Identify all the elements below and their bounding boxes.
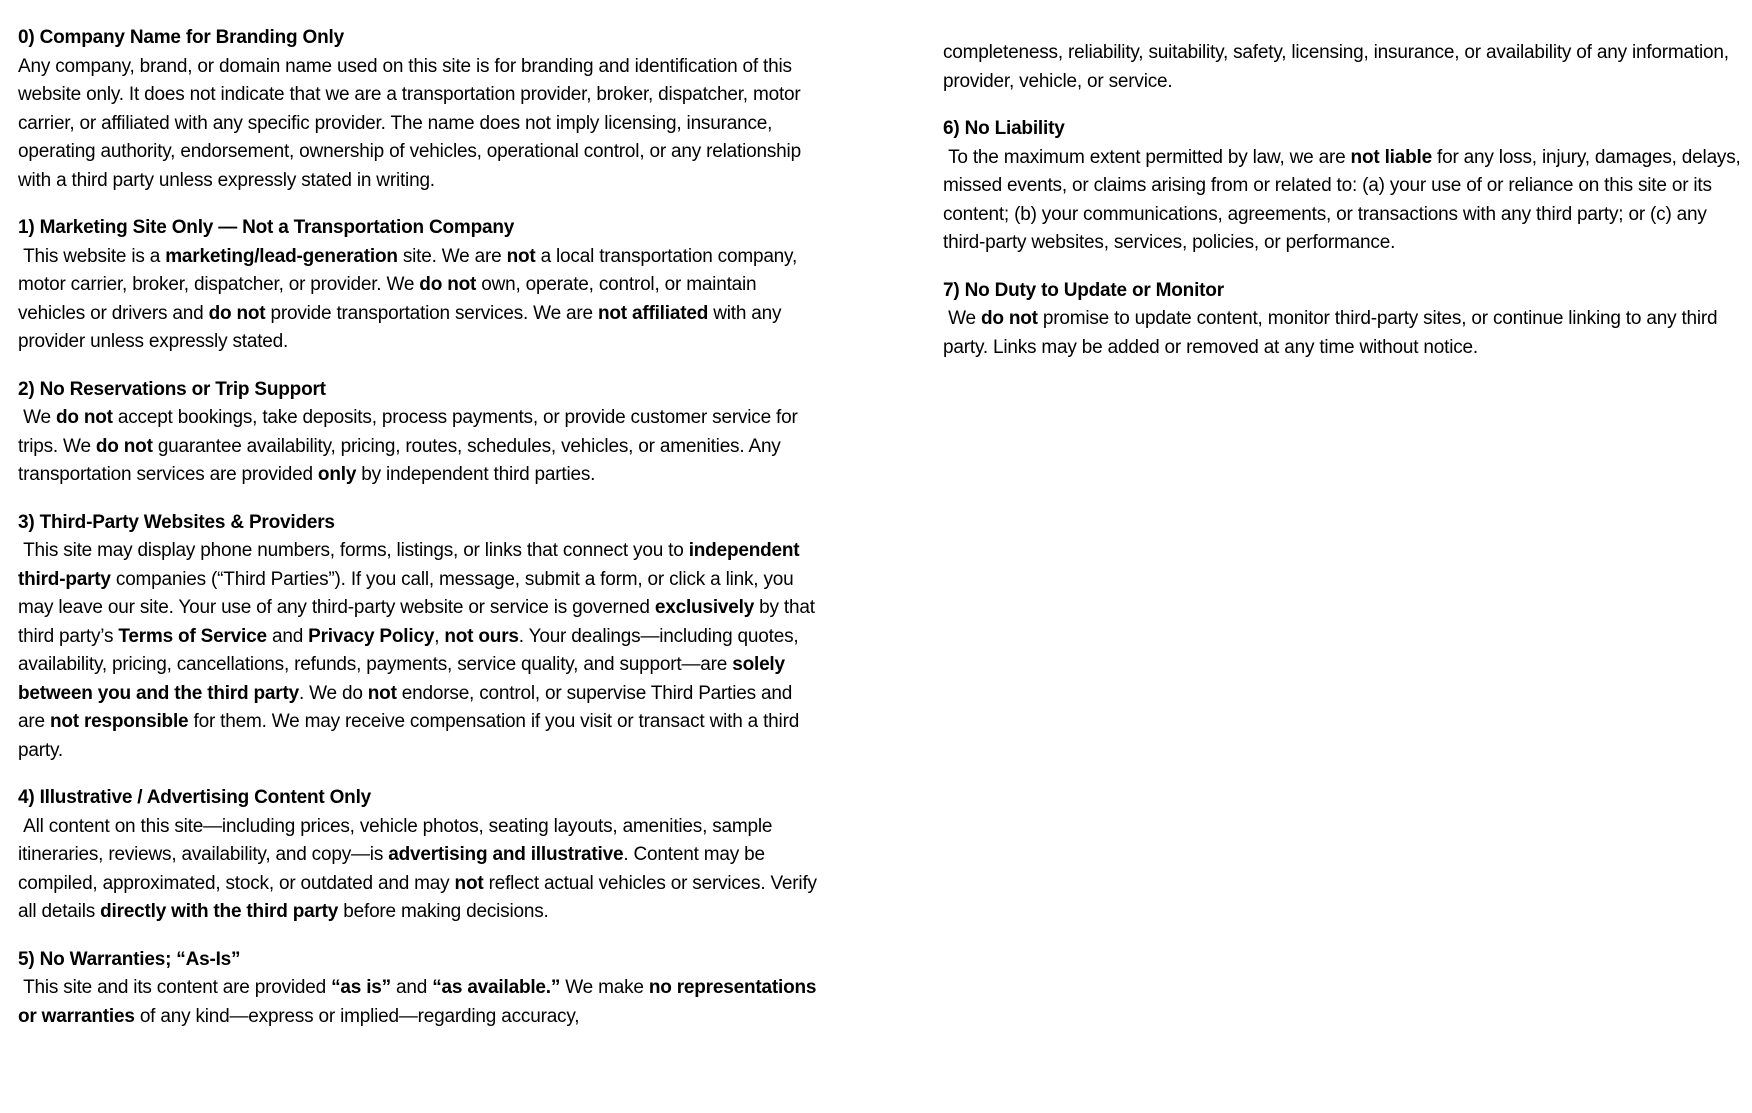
section-6-no-liability-heading: 6) No Liability	[943, 118, 1065, 139]
section-1-marketing-site-heading: 1) Marketing Site Only — Not a Transportation Company	[18, 217, 515, 238]
section-4-illustrative-content	[18, 784, 822, 927]
section-2-no-reservations	[18, 376, 818, 490]
section-3-third-party	[18, 509, 818, 766]
section-5-no-warranties-heading: 5) No Warranties; “As-Is”	[18, 948, 241, 970]
section-7-no-duty-to-update-body: We do not promise to update content, monitor third-party sites, or continue linking to any third party. Links may be added or removed at any time without notice.	[943, 308, 1723, 358]
section-0-company-name-body: Any company, brand, or domain name used on this site is for branding and identification of this website only. It does not indicate that we are a transportation provider, broker, dispatcher, motor carrier, or affiliated with any specific provider. The name does not imply licensing, insurance, operating authority, endorsement, ownership of vehicles, operational control, or any relationship with a third party unless expressly stated in writing.	[18, 55, 807, 191]
section-0-company-name	[18, 24, 818, 195]
section-0-company-name-heading: 0) Company Name for Branding Only	[18, 27, 344, 48]
section-5-no-warranties	[18, 946, 822, 1032]
section-2-no-reservations-body: We do not accept bookings, take deposits, process payments, or provide customer service for trips. We do not guarantee availability, pricing, routes, schedules, vehicles, or amenities. Any transportation services are provided only by independent third parties.	[18, 407, 803, 485]
section-5-continuation	[943, 39, 1743, 96]
right-column	[943, 24, 1746, 1113]
section-3-third-party-body: This site may display phone numbers, forms, listings, or links that connect you to independent third-party companies (“Third Parties”). If you call, message, submit a form, or click a link, you may leave our site. Your use of any third-party website or service is governed exclusively by that third party’s Terms of Service and Privacy Policy, not ours. Your dealings—including quotes, availability, pricing, cancellations, refunds, payments, service quality, and support—are solely between you and the third party. We do not endorse, control, or supervise Third Parties and are not responsible for them. We may receive compensation if you visit or transact with a third party.	[18, 540, 820, 761]
section-7-no-duty-to-update	[943, 277, 1743, 363]
section-6-no-liability-body: To the maximum extent permitted by law, we are not liable for any loss, injury, damages, delays, missed events, or claims arising from or related to: (a) your use of or reliance on this site or its content; (b) your communications, agreements, or transactions with any third party; or (c) any third-party websites, services, policies, or performance.	[943, 146, 1746, 253]
section-4-illustrative-content-heading: 4) Illustrative / Advertising Content Only	[18, 787, 372, 808]
section-4-illustrative-content-body: All content on this site—including prices, vehicle photos, seating layouts, amenities, sample itineraries, reviews, availability, and copy—is advertising and illustrative. Content may be compiled, approximated, stock, or outdated and may not reflect actual vehicles or services. Verify all details directly with the third party before making decisions.	[18, 815, 822, 922]
section-5-no-warranties-body: This site and its content are provided “as is” and “as available.” We make no representations or warranties of any kind—express or implied—regarding accuracy,	[18, 977, 822, 1027]
section-2-no-reservations-heading: 2) No Reservations or Trip Support	[18, 378, 326, 400]
section-1-marketing-site	[18, 214, 818, 357]
section-6-no-liability	[943, 115, 1746, 258]
section-3-third-party-heading: 3) Third-Party Websites & Providers	[18, 511, 335, 533]
section-1-marketing-site-body: This website is a marketing/lead-generation site. We are not a local transportation company, motor carrier, broker, dispatcher, or provider. We do not own, operate, control, or maintain vehicles or drivers and do not provide transportation services. We are not affiliated with any provider unless expressly stated.	[18, 245, 803, 352]
left-column	[18, 24, 822, 1113]
section-7-no-duty-to-update-heading: 7) No Duty to Update or Monitor	[943, 279, 1224, 301]
section-5-continuation-body: completeness, reliability, suitability, safety, licensing, insurance, or availability of any information, provider, vehicle, or service.	[943, 42, 1734, 92]
